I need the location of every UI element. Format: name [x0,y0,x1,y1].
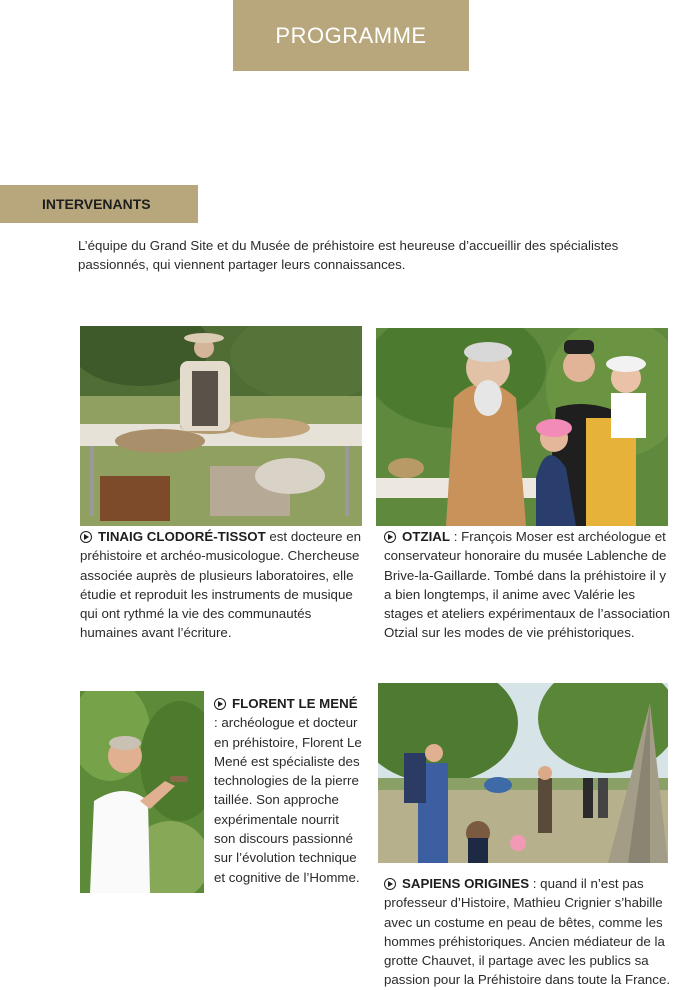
photo-sapiens-origines [378,683,668,863]
photo-florent-le-mene [80,691,204,893]
speaker-text: est docteure en préhistoire et archéo-musicologue. Chercheuse associée auprès de plusieurs laboratoires, elle étudie et reproduit les instruments de musique qui ont rythmé la vie des communautés humaines avant l’écriture. [80,529,362,641]
speaker-name: TINAIG CLODORÉ-TISSOT [98,529,266,544]
speaker-description-otzial [384,527,672,643]
speaker-text: : François Moser est archéologue et conservateur honoraire du musée Lablenche de Brive-la-Gaillarde. Tombé dans la préhistoire il y a bien longtemps, il anime avec Valérie les stages et ateliers expérimentaux de l’association Otzial sur les modes de vie préhistoriques. [384,529,671,641]
speaker-name: OTZIAL [402,529,451,544]
speaker-text: : archéologue et docteur en préhistoire, Florent Le Mené est spécialiste des technologies de la pierre taillée. Son approche expérimentale nourrit son discours passionné sur l’évolution technique et cognitive de l’Homme. [214,715,362,885]
photo-tinaig-clodore-tissot [80,326,362,526]
programme-title: PROGRAMME [275,22,427,48]
speaker-name: SAPIENS ORIGINES [402,876,530,891]
speaker-name: FLORENT LE MENÉ [232,696,358,711]
arrow-circle-icon [214,698,226,710]
intervenants-banner [0,185,198,223]
speaker-description-sapiens [384,874,674,990]
photo-otzial [376,328,668,526]
arrow-circle-icon [384,531,396,543]
arrow-circle-icon [80,531,92,543]
arrow-circle-icon [384,878,396,890]
section-title: INTERVENANTS [42,196,151,212]
intro-paragraph: L’équipe du Grand Site et du Musée de préhistoire est heureuse d’accueillir des spécialistes passionnés, qui viennent partager leurs connaissances. [78,238,619,272]
speaker-description-florent [214,694,364,887]
speaker-description-tinaig [80,527,370,643]
programme-banner [233,0,469,71]
speaker-text: : quand il n’est pas professeur d’Histoire, Mathieu Crignier s’habille avec un costume en peau de bêtes, comme les hommes préhistoriques. Ancien médiateur de la grotte Chauvet, il partage avec les publics sa passion pour la Préhistoire dans toute la France. [384,876,671,988]
